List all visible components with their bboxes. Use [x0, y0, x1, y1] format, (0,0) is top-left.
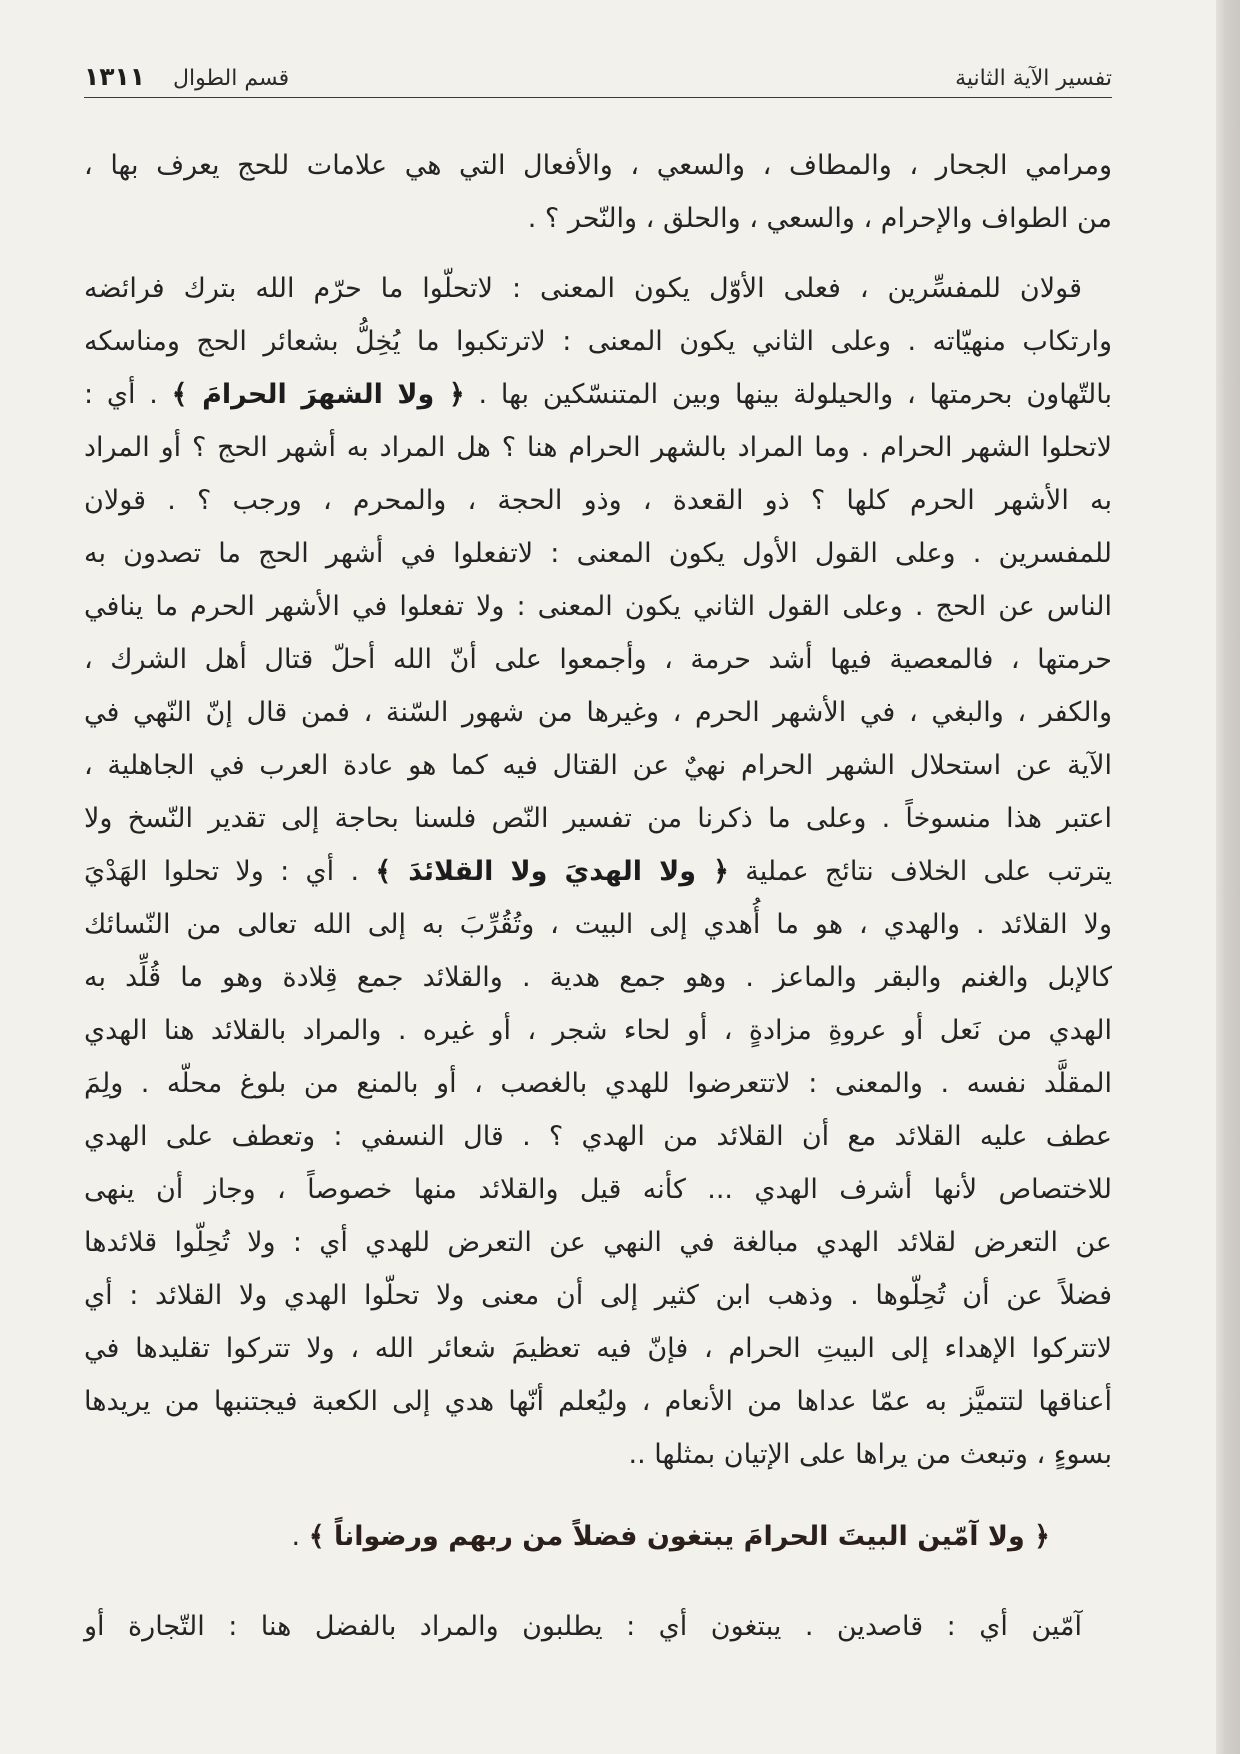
- text-line: قولان للمفسِّرين ، فعلى الأوّل يكون المعنى : لاتحلّوا ما حرّم الله بترك فرائضه: [84, 273, 1082, 304]
- line-text: يترتب على الخلاف نتائج عملية: [745, 856, 1112, 887]
- line-text: بالتّهاون بحرمتها ، والحيلولة بينها وبين المتنسّكين بها .: [478, 379, 1112, 410]
- text-line: بسوءٍ ، وتبعث من يراها على الإتيان بمثلها ..: [628, 1439, 1112, 1470]
- text-line: [84, 845, 1112, 898]
- paragraph-gap: [84, 1563, 1112, 1600]
- quran-verse: ﴿ ولا آمّين البيتَ الحرامَ يبتغون فضلاً من ربهم ورضواناً ﴾: [308, 1521, 1050, 1552]
- text-line: اعتبر هذا منسوخاً . وعلى ما ذكرنا من تفسير النّص فلسنا بحاجة إلى تقدير النّسخ ولا: [84, 803, 1112, 834]
- text-line: للاختصاص لأنها أشرف الهدي ... كأنه قيل والقلائد منها خصوصاً ، وجاز أن ينهى: [84, 1174, 1112, 1205]
- quran-verse: ﴿ ولا الهديَ ولا القلائدَ ﴾: [375, 856, 729, 887]
- line-text: .: [291, 1521, 301, 1552]
- text-line: عطف عليه القلائد مع أن القلائد من الهدي ؟ . قال النسفي : وتعطف على الهدي: [84, 1121, 1112, 1152]
- quran-verse: ﴿ ولا الشهرَ الحرامَ ﴾: [171, 379, 465, 410]
- header-section-group: [84, 62, 289, 91]
- section-name: قسم الطوال: [173, 66, 290, 91]
- paragraph-gap: [84, 245, 1112, 262]
- text-line: الهدي من نَعل أو عروةِ مزادةٍ ، أو لحاء شجر ، أو غيره . والمراد بالقلائد هنا الهدي: [84, 1015, 1112, 1046]
- text-line: ومرامي الجحار ، والمطاف ، والسعي ، والأفعال التي هي علامات للحج يعرف بها ،: [84, 150, 1112, 181]
- text-line: أعناقها لتتميَّز به عمّا عداها من الأنعام ، وليُعلم أنّها هدي إلى الكعبة فيجتنبها من يريدها: [84, 1386, 1112, 1417]
- text-line: به الأشهر الحرم كلها ؟ ذو القعدة ، وذو الحجة ، والمحرم ، ورجب ؟ . قولان: [84, 485, 1112, 516]
- text-line: ولا القلائد . والهدي ، هو ما أُهدي إلى البيت ، وتُقُرِّبَ به إلى الله تعالى من النّسائك: [84, 909, 1112, 940]
- text-line: وارتكاب منهيّاته . وعلى الثاني يكون المعنى : لاترتكبوا ما يُخِلُّ بشعائر الحج ومناسكه: [84, 326, 1112, 357]
- page-number: ١٣١١: [84, 62, 146, 91]
- text-line: للمفسرين . وعلى القول الأول يكون المعنى : لاتفعلوا في أشهر الحج ما تصدون به: [84, 538, 1112, 569]
- text-line: الناس عن الحج . وعلى القول الثاني يكون المعنى : ولا تفعلوا في الأشهر الحرم ما ينافي: [84, 591, 1112, 622]
- text-line: كالإبل والغنم والبقر والماعز . وهو جمع هدية . والقلائد جمع قِلادة وهو ما قُلِّد به: [84, 962, 1112, 993]
- paragraph-gap: [84, 1481, 1112, 1510]
- page-body: [84, 139, 1112, 1653]
- text-line: الآية عن استحلال الشهر الحرام نهيٌ عن القتال فيه كما هو عادة العرب في الجاهلية ،: [84, 750, 1112, 781]
- running-header: [84, 58, 1112, 98]
- text-line: لاتتركوا الإهداء إلى البيتِ الحرام ، فإنّ فيه تعظيمَ شعائر الله ، ولا تتركوا تقليدها في: [84, 1333, 1112, 1364]
- text-line: المقلَّد نفسه . والمعنى : لاتتعرضوا للهدي بالغصب ، أو بالمنع من بلوغ محلّه . ولِمَ: [84, 1068, 1112, 1099]
- page-edge-shadow: [1216, 0, 1240, 1754]
- text-line: لاتحلوا الشهر الحرام . وما المراد بالشهر الحرام هنا ؟ هل المراد به أشهر الحج ؟ أو المراد: [84, 432, 1112, 463]
- text-line: والكفر ، والبغي ، في الأشهر الحرم ، وغيرها من شهور السّنة ، فمن قال إنّ النّهي في: [84, 697, 1112, 728]
- text-line: آمّين أي : قاصدين . يبتغون أي : يطلبون والمراد بالفضل هنا : التّجارة أو: [84, 1611, 1082, 1642]
- line-text: . أي : ولا تحلوا الهَدْيَ: [84, 856, 360, 887]
- line-text: . أي :: [84, 379, 158, 410]
- text-line: من الطواف والإحرام ، والسعي ، والحلق ، والنّحر ؟ .: [527, 203, 1112, 234]
- verse-heading-line: [84, 1510, 1112, 1563]
- text-line: [84, 368, 1112, 421]
- text-line: حرمتها ، فالمعصية فيها أشد حرمة ، وأجمعوا على أنّ الله أحلّ قتال أهل الشرك ،: [84, 644, 1112, 675]
- text-line: فضلاً عن أن تُحِلّوها . وذهب ابن كثير إلى أن معنى ولا تحلّوا الهدي ولا القلائد : أي: [84, 1280, 1112, 1311]
- text-line: عن التعرض لقلائد الهدي مبالغة في النهي عن التعرض للهدي أي : ولا تُحِلّوا قلائدها: [84, 1227, 1112, 1258]
- chapter-title: تفسير الآية الثانية: [955, 66, 1112, 91]
